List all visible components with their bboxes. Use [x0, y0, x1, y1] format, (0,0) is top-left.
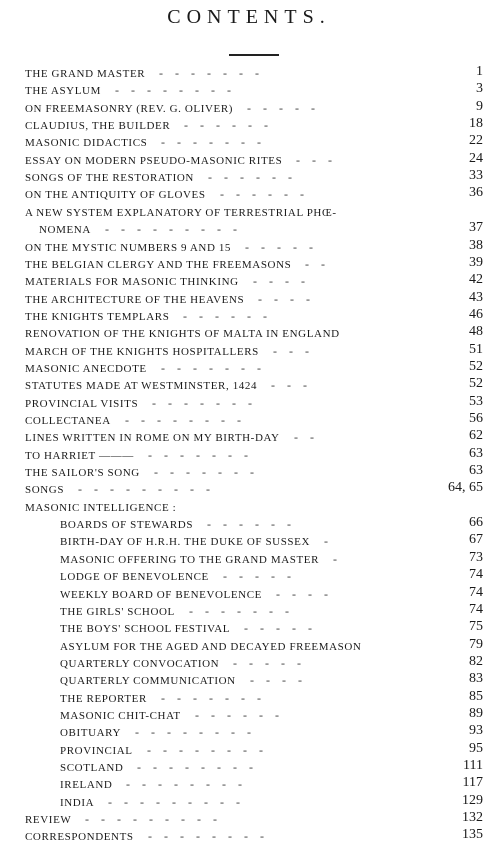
- toc-entry-title: SONGS OF THE RESTORATION: [25, 172, 194, 185]
- toc-entry-title: REVIEW: [25, 814, 72, 827]
- toc-page-number: 36: [469, 185, 483, 201]
- toc-entry: [0, 358, 498, 379]
- toc-page-number: 18: [469, 116, 483, 132]
- toc-entry-title: MASONIC DIDACTICS: [25, 137, 148, 150]
- toc-entry-title: INDIA: [60, 796, 95, 809]
- toc-entry-title: THE REPORTER: [60, 692, 147, 705]
- toc-leader-dashes: - - - - - - - -: [137, 760, 253, 774]
- toc-leader-dashes: - -: [305, 256, 325, 271]
- toc-leader-dashes: - - - - -: [245, 239, 313, 254]
- toc-page-number: 73: [469, 549, 483, 565]
- toc-entry-title: THE GRAND MASTER: [25, 68, 146, 80]
- toc-leader-dashes: - - - - - - - -: [135, 725, 251, 740]
- toc-entry: [0, 725, 498, 743]
- toc-entry: [0, 569, 498, 587]
- toc-page-number: 52: [469, 376, 483, 392]
- toc-leader-dashes: - - - - -: [247, 100, 315, 115]
- toc-entry-title: THE BELGIAN CLERGY AND THE FREEMASONS: [25, 258, 292, 271]
- toc-leader-dashes: - - - - - - -: [189, 603, 289, 618]
- toc-entry: [0, 326, 498, 344]
- toc-page-number: 83: [469, 671, 483, 687]
- toc-page-number: 22: [469, 133, 483, 149]
- toc-entry-title: SCOTLAND: [60, 762, 124, 774]
- toc-page-number: 63: [469, 445, 483, 461]
- toc-entry-title: MASONIC OFFERING TO THE GRAND MASTER: [60, 553, 320, 566]
- toc-entry-title: COLLECTANEA: [25, 415, 111, 427]
- toc-entry: [0, 430, 498, 448]
- toc-leader-dashes: - - - - - -: [220, 187, 304, 202]
- toc-entry: [0, 289, 498, 310]
- toc-page-number: 111: [463, 758, 483, 773]
- toc-entry-title: THE ARCHITECTURE OF THE HEAVENS: [25, 293, 245, 306]
- toc-entry-title: PROVINCIAL VISITS: [25, 397, 139, 410]
- toc-leader-dashes: - - - - - - -: [161, 690, 261, 705]
- toc-leader-dashes: - - - - - -: [208, 170, 292, 185]
- toc-entry: [0, 445, 498, 466]
- toc-leader-dashes: - - - - - -: [207, 517, 291, 532]
- toc-entry: [0, 584, 498, 605]
- toc-page-number: 37: [469, 220, 483, 236]
- toc-entry: [0, 760, 498, 778]
- toc-leader-dashes: - - - - - - - -: [148, 829, 264, 844]
- toc-page-number: 74: [469, 567, 483, 583]
- toc-entry-title: LINES WRITTEN IN ROME ON MY BIRTH-DAY: [25, 432, 280, 445]
- toc-entry-title: BIRTH-DAY OF H.R.H. THE DUKE OF SUSSEX: [60, 536, 311, 549]
- toc-entry: [0, 549, 498, 570]
- toc-page-number: 129: [462, 792, 483, 808]
- toc-leader-dashes: - - - - - - - - -: [108, 794, 240, 809]
- toc-entry: [0, 517, 498, 535]
- toc-entry-title: TO HARRIET ———: [25, 449, 134, 462]
- page-title: CONTENTS.: [167, 6, 331, 28]
- toc-page-number: 79: [469, 636, 483, 652]
- toc-page-number: 62: [469, 428, 483, 444]
- toc-entry: [0, 465, 498, 483]
- toc-entry-title: THE BOYS' SCHOOL FESTIVAL: [60, 623, 231, 636]
- toc-entry: [0, 274, 498, 292]
- toc-leader-dashes: - - - - - - - - -: [78, 482, 210, 497]
- toc-entry: [0, 653, 498, 674]
- toc-entry-title: LODGE OF BENEVOLENCE: [60, 571, 209, 584]
- toc-entry: [0, 673, 498, 691]
- toc-page-number: 95: [469, 740, 483, 756]
- toc-page-number: 43: [469, 289, 483, 305]
- toc-page-number: 93: [469, 723, 483, 739]
- toc-entry: [0, 306, 498, 327]
- toc-page-number: 89: [469, 705, 483, 721]
- toc-entry: [0, 378, 498, 396]
- toc-entry-title: THE SAILOR'S SONG: [25, 467, 140, 480]
- toc-leader-dashes: - - - - - - -: [154, 465, 254, 480]
- toc-leader-dashes: -: [333, 551, 337, 566]
- toc-entry-title: CLAUDIUS, THE BUILDER: [25, 120, 171, 133]
- toc-entry: [0, 187, 498, 205]
- toc-page-number: 3: [476, 81, 483, 97]
- toc-page-number: 42: [469, 272, 483, 288]
- toc-leader-dashes: - - - - - - - - -: [105, 222, 237, 237]
- toc-page-number: 132: [462, 810, 483, 826]
- toc-leader-dashes: - - - - - - - -: [126, 777, 242, 792]
- toc-leader-dashes: - - -: [271, 378, 307, 393]
- toc-leader-dashes: - - - - - - - -: [125, 413, 241, 427]
- toc-leader-dashes: - - - -: [258, 291, 310, 306]
- toc-entry-title: ON THE ANTIQUITY OF GLOVES: [25, 189, 206, 202]
- toc-leader-dashes: - -: [294, 430, 314, 445]
- toc-leader-dashes: -: [324, 534, 328, 549]
- toc-entry: [0, 393, 498, 414]
- toc-entry-title: ON THE MYSTIC NUMBERS 9 AND 15: [25, 241, 232, 254]
- toc-page-number: 48: [469, 324, 483, 340]
- toc-entry-title: THE KNIGHTS TEMPLARS: [25, 310, 170, 323]
- toc-entry-title: MASONIC CHIT-CHAT: [60, 709, 181, 722]
- toc-entry: [0, 792, 498, 813]
- toc-entry: [0, 135, 498, 153]
- toc-entry: [0, 237, 498, 258]
- toc-entry: [0, 777, 498, 795]
- toc-entry-title: SONGS: [25, 484, 65, 497]
- toc-entry: [0, 482, 498, 500]
- toc-page-number: 74: [469, 584, 483, 600]
- toc-entry-title: ASYLUM FOR THE AGED AND DECAYED FREEMASON: [60, 640, 362, 653]
- toc-leader-dashes: - - - - -: [233, 655, 301, 670]
- toc-entry: [0, 705, 498, 726]
- toc-leader-dashes: - - - - - - -: [161, 135, 261, 150]
- toc-leader-dashes: - - - -: [253, 274, 305, 289]
- toc-entry: [0, 812, 498, 830]
- toc-entry: [0, 83, 498, 101]
- toc-entry-title: A NEW SYSTEM EXPLANATORY OF TERRESTRIAL PHŒ-: [25, 206, 337, 219]
- toc-leader-dashes: - - - - - -: [184, 118, 268, 133]
- toc-entry: [0, 205, 498, 223]
- toc-page-number: 117: [462, 775, 483, 791]
- toc-entry-title: MARCH OF THE KNIGHTS HOSPITALLERS: [25, 345, 259, 358]
- toc-leader-dashes: - - - - - - -: [161, 360, 261, 375]
- toc-entry: [0, 66, 498, 84]
- toc-entry-title: MASONIC INTELLIGENCE :: [25, 501, 177, 514]
- toc-page-number: 33: [469, 168, 483, 184]
- toc-page-number: 52: [469, 358, 483, 374]
- toc-page-number: 74: [469, 601, 483, 617]
- toc-leader-dashes: - - - -: [250, 673, 302, 688]
- toc-leader-dashes: - - - - - - -: [159, 66, 259, 80]
- toc-entry-title: ON FREEMASONRY (REV. G. OLIVER): [25, 102, 234, 115]
- toc-entry: [0, 118, 498, 136]
- toc-entry: [0, 150, 498, 171]
- toc-entry-title: THE GIRLS' SCHOOL: [60, 605, 175, 618]
- toc-entry: [0, 222, 498, 240]
- toc-page-number: 75: [469, 619, 483, 635]
- toc-entry-title: OBITUARY: [60, 727, 122, 740]
- toc-entry-title: MATERIALS FOR MASONIC THINKING: [25, 276, 239, 289]
- toc-entry-title: QUARTERLY COMMUNICATION: [60, 675, 236, 688]
- toc-page-number: 82: [469, 653, 483, 669]
- toc-entry: [0, 688, 498, 709]
- toc-entry: [0, 621, 498, 639]
- toc-leader-dashes: - - - - -: [244, 621, 312, 636]
- toc-leader-dashes: - - - - -: [223, 569, 291, 584]
- toc-entry-title: STATUTES MADE AT WESTMINSTER, 1424: [25, 380, 258, 393]
- toc-page-number: 1: [476, 64, 483, 79]
- toc-page-number: 39: [469, 254, 483, 270]
- toc-leader-dashes: - - - - - - -: [148, 447, 248, 462]
- toc-entry-title: PROVINCIAL: [60, 744, 133, 757]
- toc-page-number: 46: [469, 306, 483, 322]
- toc-leader-dashes: - - - - - - - -: [147, 742, 263, 757]
- toc-page-number: 56: [469, 411, 483, 426]
- toc-page-number: 53: [469, 393, 483, 409]
- toc-leader-dashes: - - - - - - - - -: [85, 812, 217, 827]
- toc-entry-title: RENOVATION OF THE KNIGHTS OF MALTA IN ENGLAND: [25, 328, 340, 341]
- toc-entry: [0, 341, 498, 362]
- toc-entry: [0, 254, 498, 275]
- toc-entry-title: BOARDS OF STEWARDS: [60, 519, 194, 532]
- toc-entry-title: NOMENA: [39, 224, 91, 237]
- toc-entry-title: IRELAND: [60, 779, 113, 792]
- toc-page-number: 38: [469, 237, 483, 253]
- toc-page-number: 64, 65: [448, 480, 483, 496]
- toc-entry-title: THE ASYLUM: [25, 85, 101, 98]
- toc-entry: [0, 170, 498, 188]
- toc-page-number: 67: [469, 532, 483, 548]
- toc-page-number: 66: [469, 515, 483, 531]
- toc-leader-dashes: - - - -: [276, 586, 328, 601]
- contents-list: [0, 66, 498, 846]
- toc-entry-title: ESSAY ON MODERN PSEUDO-MASONIC RITES: [25, 154, 283, 167]
- toc-page-number: 51: [469, 341, 483, 357]
- toc-page-number: 85: [469, 688, 483, 704]
- toc-leader-dashes: - - - - - - -: [152, 395, 252, 410]
- title-rule: [229, 54, 279, 56]
- toc-leader-dashes: - - -: [273, 343, 309, 358]
- toc-entry-title: MASONIC ANECDOTE: [25, 362, 147, 375]
- toc-entry-title: QUARTERLY CONVOCATION: [60, 657, 220, 670]
- toc-page-number: 135: [462, 827, 483, 843]
- toc-entry: [0, 829, 498, 847]
- toc-page-number: 63: [469, 463, 483, 479]
- toc-entry: [0, 534, 498, 552]
- toc-entry: [0, 98, 498, 119]
- toc-leader-dashes: - - -: [296, 152, 332, 167]
- toc-entry-title: CORRESPONDENTS: [25, 831, 134, 844]
- toc-entry: [0, 500, 498, 518]
- toc-entry: [0, 636, 498, 657]
- toc-leader-dashes: - - - - - -: [195, 707, 279, 722]
- toc-leader-dashes: - - - - - -: [183, 308, 267, 323]
- toc-leader-dashes: - - - - - - - -: [115, 83, 231, 98]
- toc-entry: [0, 740, 498, 761]
- toc-entry-title: WEEKLY BOARD OF BENEVOLENCE: [60, 588, 262, 601]
- toc-page-number: 9: [476, 98, 483, 114]
- toc-entry: [0, 601, 498, 622]
- toc-page-number: 24: [469, 150, 483, 166]
- toc-entry: [0, 413, 498, 431]
